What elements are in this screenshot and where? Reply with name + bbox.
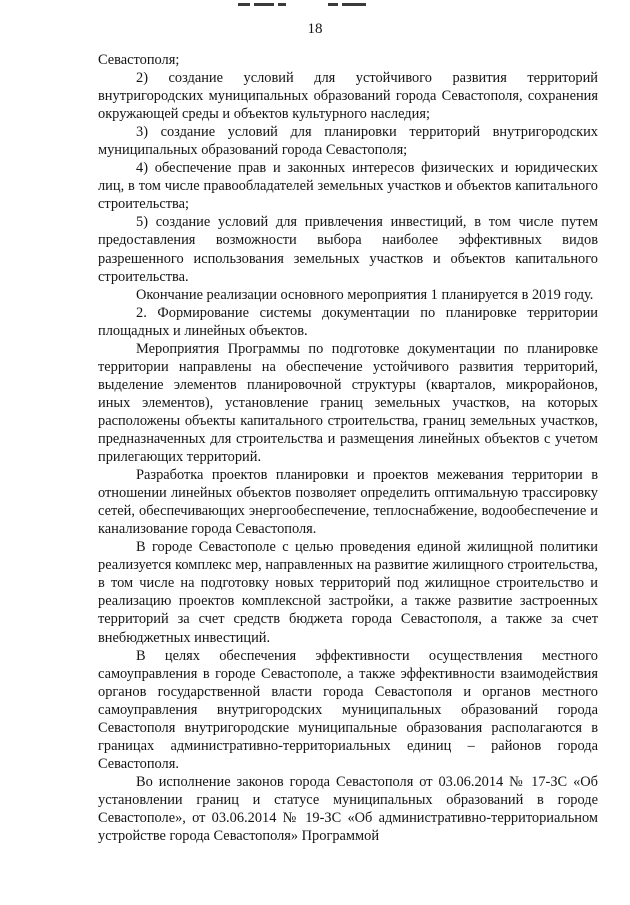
scan-artifact [238, 0, 378, 12]
paragraph: Во исполнение законов города Севастополя от 03.06.2014 № 17-ЗС «Об установлении границ и статусе муниципальных образований в городе Севастополе», от 03.06.2014 № 19-ЗС «Об административно-территориальном устройстве города Севастополя» Программой [98, 773, 598, 845]
paragraph: 3) создание условий для планировки территорий внутригородских муниципальных образований города Севастополя; [98, 124, 598, 159]
paragraph: Севастополя; [98, 52, 180, 68]
paragraph: В целях обеспечения эффективности осуществления местного самоуправления в городе Севастополе, а также эффективности взаимодействия органов государственной власти города Севастополя и органов местного самоуправления внутригородских муниципальных образований города Севастополя внутригородские муниципальные образования располагаются в границах административно-территориальных единиц – районов города Севастополя. [98, 647, 598, 772]
page-number: 18 [307, 21, 323, 37]
paragraph: Окончание реализации основного мероприятия 1 планируется в 2019 году. [136, 286, 594, 303]
paragraph: 4) обеспечение прав и законных интересов физических и юридических лиц, в том числе правообладателей земельных участков и объектов капитального строительства; [98, 160, 598, 213]
paragraph: Мероприятия Программы по подготовке документации по планировке территории направлены на обеспечение устойчивого развития территорий, выделение элементов планировочной структуры (кварталов, микрорайонов, иных элементов), установление границ земельных участков, на которых расположены объекты капитального строительства, границ земельных участков, предназначенных для строительства и размещения линейных объектов с учетом прилегающих территорий. [98, 340, 598, 466]
paragraph: 5) создание условий для привлечения инвестиций, в том числе путем предоставления возможности выбора наиболее эффективных видов разрешенного использования земельных участков и объектов капитального строительства. [98, 214, 598, 285]
paragraph: В городе Севастополе с целью проведения единой жилищной политики реализуется комплекс мер, направленных на развитие жилищного строительства, в том числе на подготовку новых территорий под жилищное строительство и реализацию проектов комплексной застройки, а также развитие застроенных территорий за счет средств бюджета города Севастополя, а также за счет внебюджетных инвестиций. [98, 539, 598, 646]
paragraph: 2) создание условий для устойчивого развития территорий внутригородских муниципальных образований города Севастополя, сохранения окружающей среды и объектов культурного наследия; [98, 70, 598, 123]
paragraph: Разработка проектов планировки и проектов межевания территории в отношении линейных объектов позволяет определить оптимальную трассировку сетей, обеспечивающих энергообеспечение, теплоснабжение, водообеспечение и канализование города Севастополя. [98, 467, 598, 538]
document-body [98, 51, 598, 845]
paragraph: 2. Формирование системы документации по планировке территории площадных и линейных объектов. [98, 304, 598, 339]
